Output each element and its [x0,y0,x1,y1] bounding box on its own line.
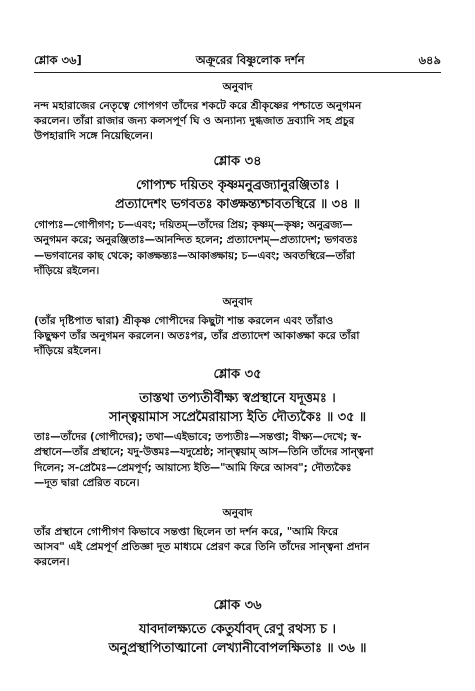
shloka-title: শ্লোক ৩৪ [213,154,262,169]
synonyms-35 [34,430,441,492]
synonym-line: দিলেন; স-প্রেমৈঃ—প্রেমপূর্ণ; আয়াস্যে ইতি—"আমি ফিরে আসব"; দৌত্যকৈঃ [34,461,352,474]
synonym-line: অনুগমন করে; অনুরঞ্জিতাঃ—আনন্দিত হলেন; প্রত্যাদেশম্—প্রত্যাদেশ; ভগবতঃ [34,234,358,247]
shloka-title: শ্লোক ৩৫ [213,367,262,382]
verse-line: সান্ত্বয়ামাস সপ্রেমৈরায়াস্য ইতি দৌত্যকৈঃ ॥ ৩৫ ॥ [108,410,366,425]
translation-line: উপহারাদি সঙ্গে নিয়েছিলেন। [34,130,153,143]
translation-heading: অনুবাদ [222,296,253,308]
verse-line: যাবদালক্ষ্যতে কেতুর্যাবদ্ রেণু রথস্য চ । [139,622,336,637]
header-rule [34,72,441,73]
verse-line: তাস্তথা তপ্যতীর্বীক্ষ্য স্বপ্রস্থানে যদূত্তমঃ । [139,391,336,406]
synonym-line: —ভগবানের কাছ থেকে; কাঙ্ক্ষন্ত্যঃ—আকাঙ্ক্ষায়; চ—এবং; অবতস্থিরে—তাঁরা [34,249,355,262]
synonym-line: —দূত দ্বারা প্রেরিত বচনে। [34,477,140,490]
translation-heading: অনুবাদ [222,81,253,93]
translation-line: নন্দ মহারাজের নেতৃত্বে গোপগণ তাঁদের শকটে করে শ্রীকৃষ্ণের পশ্চাতে অনুগমন [34,100,362,112]
synonym-line: প্রস্থানে—তাঁর প্রস্থানে; যদু-উত্তমঃ—যদুশ্রেষ্ঠ; সান্ত্বয়াম্ আস—তিনি তাঁদের সান্ত্বনা [34,446,374,459]
synonym-line: গোপ্যঃ—গোপীগণ; চ—এবং; দয়িতম্—তাঁদের প্রিয়; কৃষ্ণম্—কৃষ্ণ; অনুব্রজ্য— [34,219,353,231]
translation-line: কিছুক্ষণ তাঁর অনুগমন করলেন। অতঃপর, তাঁর প্রত্যাদেশ আকাঙ্ক্ষা করে তাঁরা [34,330,360,343]
translation-35 [34,506,441,571]
verse-line: প্রত্যাদেশং ভগবতঃ কাঙ্ক্ষন্ত্যশ্চাবতস্থিরে ॥ ৩৪ ॥ [115,197,360,212]
synonyms-34 [34,218,441,280]
shloka-34 [34,152,441,214]
page-number: ৬৪৯ [418,52,441,67]
shloka-title: শ্লোক ৩৬ [213,598,262,613]
running-header [34,52,441,70]
synonym-line: দাঁড়িয়ে রইলেন। [34,265,100,278]
translation-heading: অনুবাদ [222,507,253,519]
synonym-line: তাঃ—তাঁদের (গোপীদের); তথা—এইভাবে; তপ্যতীঃ—সন্তপ্তা; বীক্ষ্য—দেখে; স্ব- [34,431,362,443]
header-title: অক্রূরের বিষ্ণুলোক দর্শন [195,52,305,67]
verse-line: গোপ্যশ্চ দয়িতং কৃষ্ণমনুব্রজ্যানুরঞ্জিতাঃ । [135,178,339,193]
translation-line: করলেন। তাঁরা রাজার জন্য কলসপূর্ণ ঘি ও অন্যান্য দুগ্ধজাত দ্রব্যাদি সহ প্রচুর [34,115,355,128]
translation-line: তাঁর প্রস্থানে গোপীগণ কিভাবে সন্তপ্তা ছিলেন তা দর্শন করে, "আমি ফিরে [34,526,339,538]
translation-line: করলেন। [34,556,70,569]
translation-line: (তাঁর দৃষ্টিপাত দ্বারা) শ্রীকৃষ্ণ গোপীদের কিছুটা শান্ত করলেন এবং তাঁরাও [34,315,334,327]
shloka-36 [34,596,441,658]
verse-line: অনুপ্রস্থাপিতাত্মানো লেখ্যানীবোপলক্ষিতাঃ ॥ ৩৬ ॥ [108,641,367,656]
translation-line: আসব" এই প্রেমপূর্ণ প্রতিজ্ঞা দূত মাধ্যমে প্রেরণ করে তিনি তাঁদের সান্ত্বনা প্রদান [34,541,370,554]
translation-line: দাঁড়িয়ে রইলেন। [34,345,102,358]
shloka-35 [34,365,441,427]
translation-34 [34,295,441,360]
header-chapter-ref: শ্লোক ৩৬] [34,52,82,67]
translation-section-33 [34,80,441,145]
